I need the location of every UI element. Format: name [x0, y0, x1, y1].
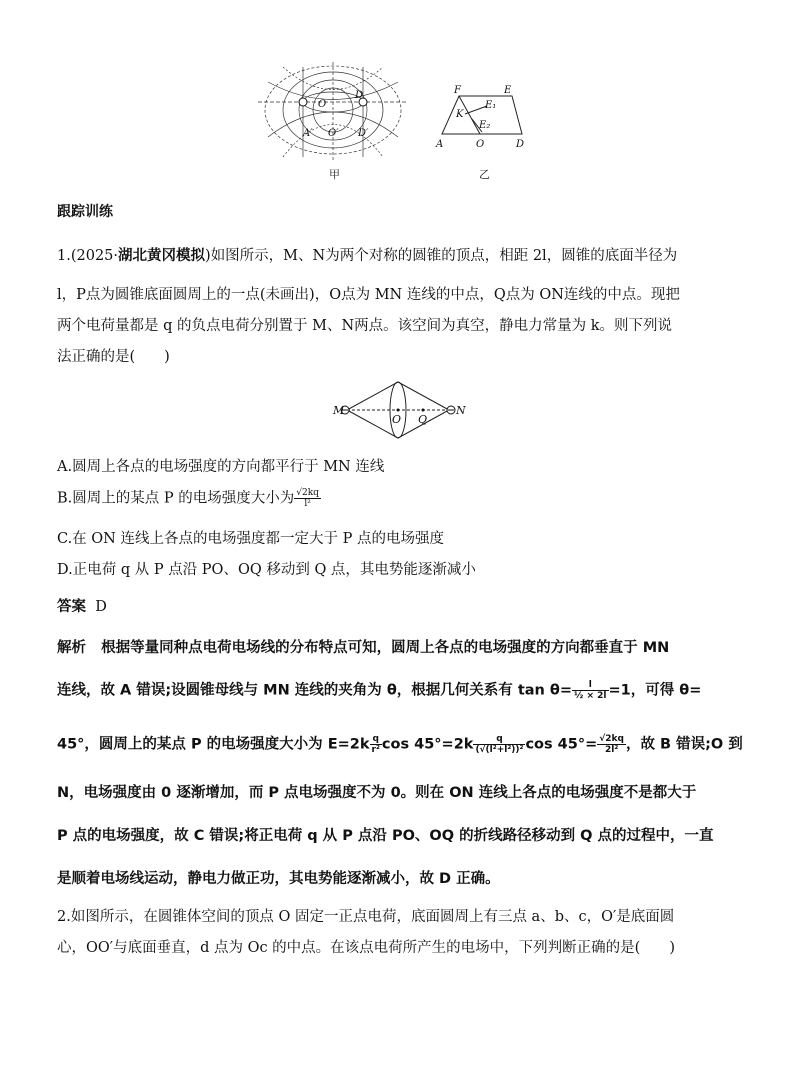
- analysis-text3d: ，故 B 错误;O 到: [625, 736, 743, 753]
- label-A2: A′: [303, 128, 313, 139]
- analysis-text2b: =1，可得 θ=: [608, 682, 702, 699]
- analysis-line6: 是顺着电场线运动，静电力做正功，其电势能逐渐减小，故 D 正确。: [57, 871, 500, 887]
- label-N: N: [456, 404, 466, 417]
- q1-option-b-fraction: [294, 488, 321, 509]
- q1-option-d: D.正电荷 q 从 P 点沿 PO、OQ 移动到 Q 点，其电势能逐渐减小: [57, 562, 476, 578]
- label-O: O: [318, 99, 327, 110]
- analysis-line3: [57, 734, 743, 755]
- q1-option-a: A.圆周上各点的电场强度的方向都平行于 MN 连线: [57, 459, 385, 475]
- q1-stem-text1: 如图所示，M、N为两个对称的圆锥的顶点，相距 2l，圆锥的底面半径为: [210, 248, 678, 264]
- double-cone-figure: [335, 380, 465, 440]
- label-A: A: [436, 139, 444, 150]
- q1-answer-line: [57, 597, 107, 617]
- answer-value: D: [95, 599, 107, 615]
- q1-option-c: C.在 ON 连线上各点的电场强度都一定大于 P 点的电场强度: [57, 531, 444, 547]
- field-lines-figure: [258, 62, 408, 162]
- label-D: D: [355, 90, 364, 101]
- frac-den: r²: [371, 745, 380, 755]
- answer-label: 答案: [57, 599, 86, 615]
- label-D2: D′: [358, 128, 369, 139]
- frac-num: √2kq: [296, 488, 319, 498]
- analysis-text3b: cos 45°=2k: [381, 736, 474, 753]
- frac-den: 2l²: [604, 745, 619, 755]
- q1-stem-line3: 两个电荷量都是 q 的负点电荷分别置于 M、N两点。该空间为真空，静电力常量为 k。则下列说: [57, 318, 673, 334]
- frac-den: (√(l²+l²))²: [475, 745, 524, 755]
- label-O-cone: O: [392, 413, 402, 426]
- q1-source-open: (2025·: [70, 248, 119, 264]
- analysis-line1: [57, 638, 669, 658]
- analysis-text2a: 连线，故 A 错误;设圆锥母线与 MN 连线的夹角为 θ，根据几何关系有 tan θ=: [57, 682, 573, 699]
- frac-num: q: [370, 734, 382, 745]
- analysis-text3a: 45°，圆周上的某点 P 的电场强度大小为 E=2k: [57, 736, 370, 753]
- analysis-line5: P 点的电场强度，故 C 错误;将正电荷 q 从 P 点沿 PO、OQ 的折线路径移动到 Q 点的过程中，一直: [57, 828, 714, 844]
- label-O2: O′: [328, 128, 339, 139]
- analysis-line4: N，电场强度由 0 逐渐增加，而 P 点电场强度不为 0。则在 ON 连线上各点的电场强度不是都大于: [57, 785, 697, 801]
- frac-num: l: [572, 680, 608, 691]
- figure-right-caption: 乙: [479, 168, 490, 181]
- analysis-fraction-1: [370, 734, 382, 755]
- q1-stem-line1: [57, 246, 677, 266]
- label-K: K: [456, 109, 464, 120]
- label-Q: Q: [418, 413, 428, 426]
- q2-line2: 心，OO′与底面垂直，d 点为 Oc 的中点。在该点电荷所产生的电场中，下列判断正确的是( ): [57, 940, 675, 956]
- label-E: E: [504, 85, 512, 96]
- label-F: F: [454, 85, 461, 96]
- label-E1: E₁: [485, 100, 497, 111]
- q1-option-b-text: B.圆周上的某点 P 的电场强度大小为: [57, 490, 295, 507]
- q1-source-close: ): [205, 248, 211, 264]
- q2-line1: 2.如图所示，在圆锥体空间的顶点 O 固定一正点电荷，底面圆周上有三点 a、b、c，O′是底面圆: [57, 909, 675, 925]
- frac-num: q: [473, 734, 525, 745]
- frac-den: l²: [304, 499, 311, 509]
- q1-stem-line4: 法正确的是( ): [57, 349, 170, 365]
- analysis-text1: 根据等量同种点电荷电场线的分布特点可知，圆周上各点的电场强度的方向都垂直于 MN: [101, 640, 670, 656]
- analysis-fraction-2: [473, 734, 525, 755]
- figure-left-caption: 甲: [329, 168, 340, 181]
- q1-number: 1.: [57, 248, 71, 264]
- analysis-fraction-3: [597, 734, 626, 755]
- analysis-fraction-tan: [572, 680, 608, 701]
- analysis-label: 解析: [57, 640, 86, 656]
- analysis-line2: [57, 680, 701, 701]
- label-O-right: O: [476, 139, 485, 150]
- analysis-text3c: cos 45°=: [525, 736, 598, 753]
- q1-option-b: [57, 488, 321, 509]
- section-title: 跟踪训练: [57, 204, 113, 220]
- label-D-right: D: [516, 139, 525, 150]
- frac-num: √2kq: [599, 734, 624, 744]
- trapezoid-figure: [432, 84, 537, 154]
- frac-den: ½ × 2l: [574, 691, 607, 701]
- label-M: M: [333, 404, 345, 417]
- q1-source: 湖北黄冈模拟: [118, 248, 206, 264]
- label-E2: E₂: [479, 120, 491, 131]
- q1-stem-line2: l，P点为圆锥底面圆周上的一点(未画出)，O点为 MN 连线的中点，Q点为 ON连线的中点。现把: [57, 287, 680, 303]
